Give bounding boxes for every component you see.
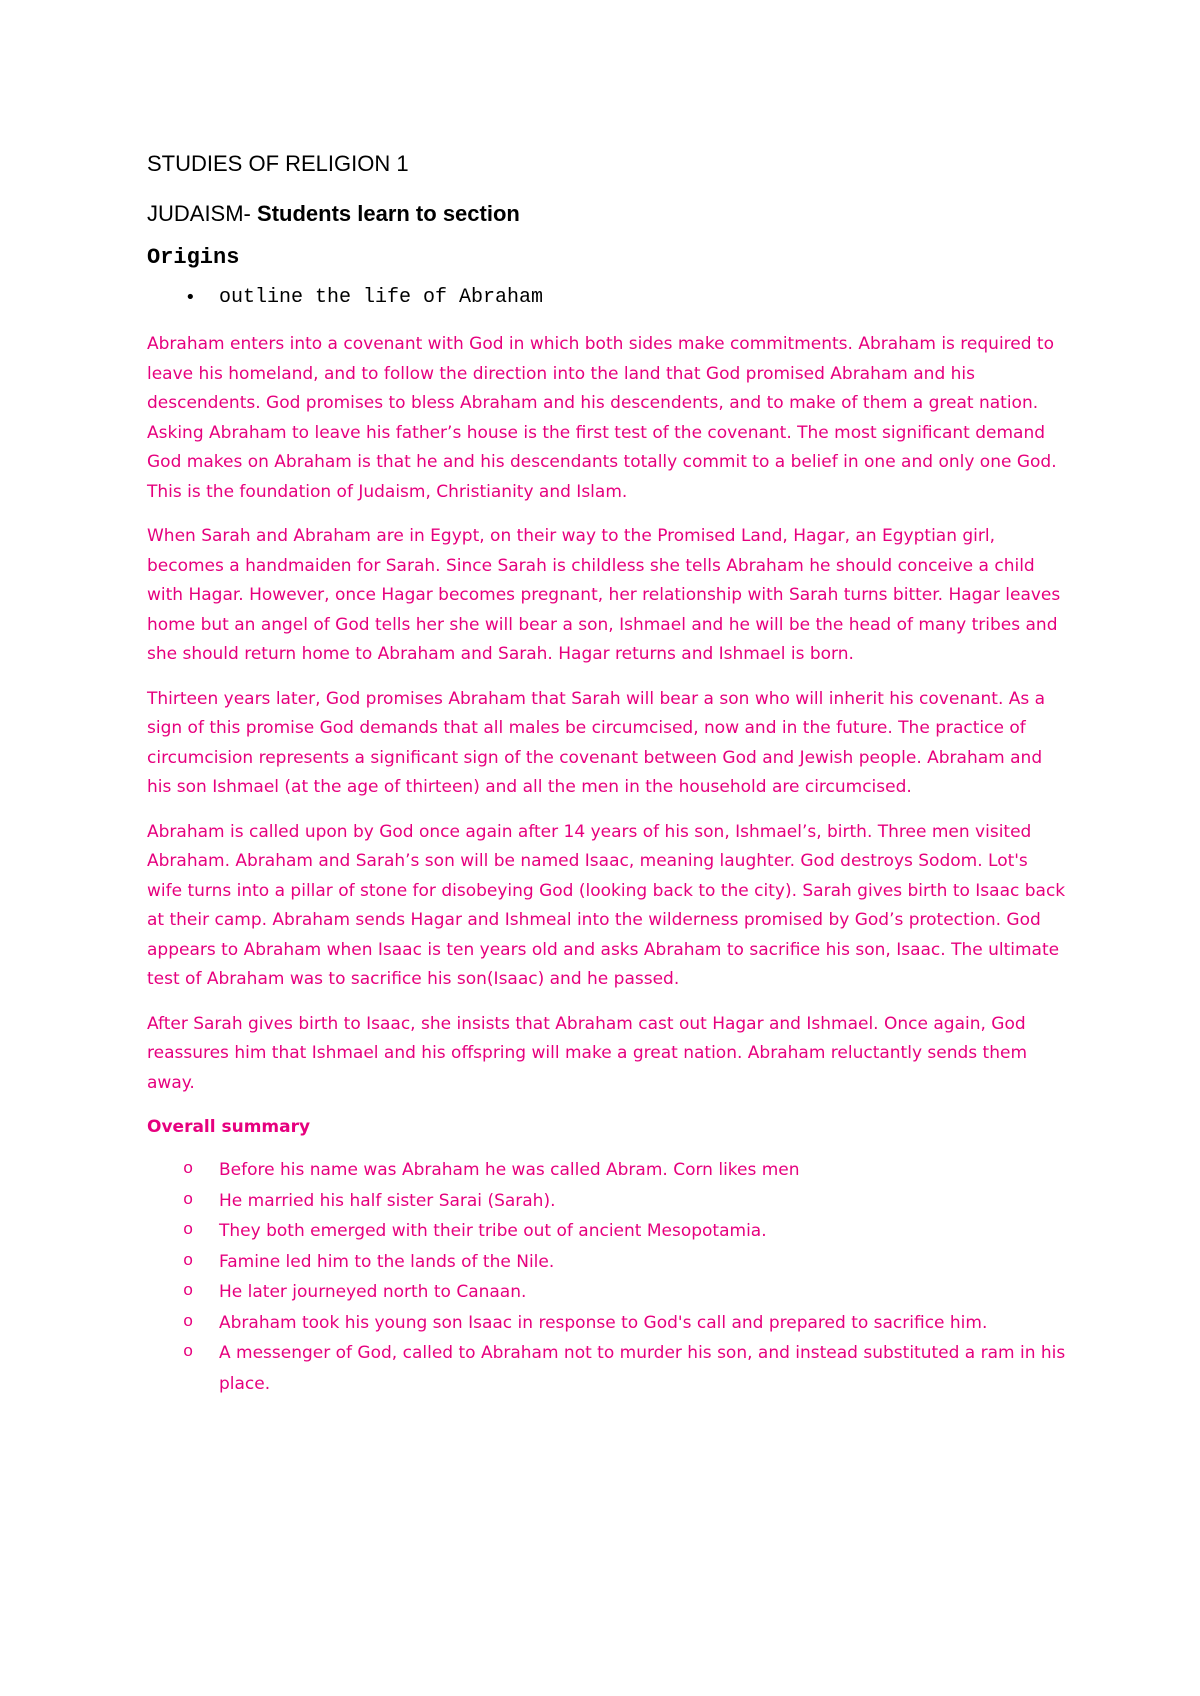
summary-item-text: Before his name was Abraham he was called Abram. Corn likes men	[219, 1160, 800, 1180]
document-subtitle	[147, 200, 1067, 228]
circle-bullet-icon: o	[183, 1282, 194, 1301]
bullet-icon: •	[185, 287, 196, 308]
circle-bullet-icon: o	[183, 1221, 194, 1240]
summary-item-text: A messenger of God, called to Abraham not to murder his son, and instead substituted a ram in his place.	[219, 1343, 1066, 1394]
paragraph-circumcision: Thirteen years later, God promises Abraham that Sarah will bear a son who will inherit his covenant. As a sign of this promise God demands that all males be circumcised, now and in the future. The practice of circumcision represents a significant sign of the covenant between God and Jewish people. Abraham and his son Ishmael (at the age of thirteen) and all the men in the household are circumcised.	[147, 688, 1046, 797]
summary-item	[147, 1338, 1067, 1399]
summary-heading: Overall summary	[147, 1117, 311, 1137]
circle-bullet-icon: o	[183, 1251, 194, 1271]
summary-item	[147, 1308, 1067, 1339]
paragraph-isaac: Abraham is called upon by God once again after 14 years of his son, Ishmael’s, birth. Three men visited Abraham. Abraham and Sarah’s son will be named Isaac, meaning laughter. God destroys Sodom. Lot's wife turns into a pillar of stone for disobeying God (looking back to the city). Sarah gives birth to Isaac back at their camp. Abraham sends Hagar and Ishmeal into the wilderness promised by God’s protection. God appears to Abraham when Isaac is ten years old and asks Abraham to sacrifice his son, Isaac. The ultimate test of Abraham was to sacrifice his son(Isaac) and he passed.	[147, 821, 1066, 989]
paragraph-covenant: Abraham enters into a covenant with God in which both sides make commitments. Abraham is required to leave his homeland, and to follow the direction into the land that God promised Abraham and his descendents. God promises to bless Abraham and his descendents, and to make of them a great nation. Asking Abraham to leave his father’s house is the first test of the covenant. The most significant demand God makes on Abraham is that he and his descendants totally commit to a belief in one and only one God. This is the foundation of Judaism, Christianity and Islam.	[147, 334, 1057, 502]
subtitle-bold: Students learn to section	[257, 201, 520, 226]
document-page	[147, 150, 1067, 1399]
circle-bullet-icon: o	[183, 1312, 194, 1332]
outcome-text: outline the life of Abraham	[219, 286, 544, 309]
section-heading: Origins	[147, 245, 240, 270]
summary-item	[147, 1247, 1067, 1278]
circle-bullet-icon: o	[183, 1160, 194, 1179]
summary-item	[147, 1277, 1067, 1308]
summary-item-text: Abraham took his young son Isaac in response to God's call and prepared to sacrifice him.	[219, 1312, 988, 1333]
summary-item-text: Famine led him to the lands of the Nile.	[219, 1251, 555, 1272]
summary-list	[147, 1155, 1067, 1399]
subtitle-prefix: JUDAISM-	[147, 201, 251, 226]
outcome-list	[147, 284, 1067, 312]
document-title: STUDIES OF RELIGION 1	[147, 151, 409, 176]
paragraph-hagar: When Sarah and Abraham are in Egypt, on their way to the Promised Land, Hagar, an Egyptian girl, becomes a handmaiden for Sarah. Since Sarah is childless she tells Abraham he should conceive a child with Hagar. However, once Hagar becomes pregnant, her relationship with Sarah turns bitter. Hagar leaves home but an angel of God tells her she will bear a son, Ishmael and he will be the head of many tribes and she should return home to Abraham and Sarah. Hagar returns and Ishmael is born.	[147, 526, 1061, 664]
summary-item	[147, 1216, 1067, 1247]
circle-bullet-icon: o	[183, 1190, 194, 1210]
outcome-item	[147, 284, 1067, 312]
paragraph-cast-out: After Sarah gives birth to Isaac, she insists that Abraham cast out Hagar and Ishmael. Once again, God reassures him that Ishmael and his offspring will make a great nation. Abraham reluctantly sends them away.	[147, 1013, 1028, 1093]
summary-item-text: He later journeyed north to Canaan.	[219, 1282, 527, 1302]
summary-item-text: They both emerged with their tribe out of ancient Mesopotamia.	[219, 1221, 767, 1241]
circle-bullet-icon: o	[183, 1343, 194, 1362]
summary-item	[147, 1155, 1067, 1186]
summary-item-text: He married his half sister Sarai (Sarah).	[219, 1190, 556, 1211]
summary-item	[147, 1186, 1067, 1217]
